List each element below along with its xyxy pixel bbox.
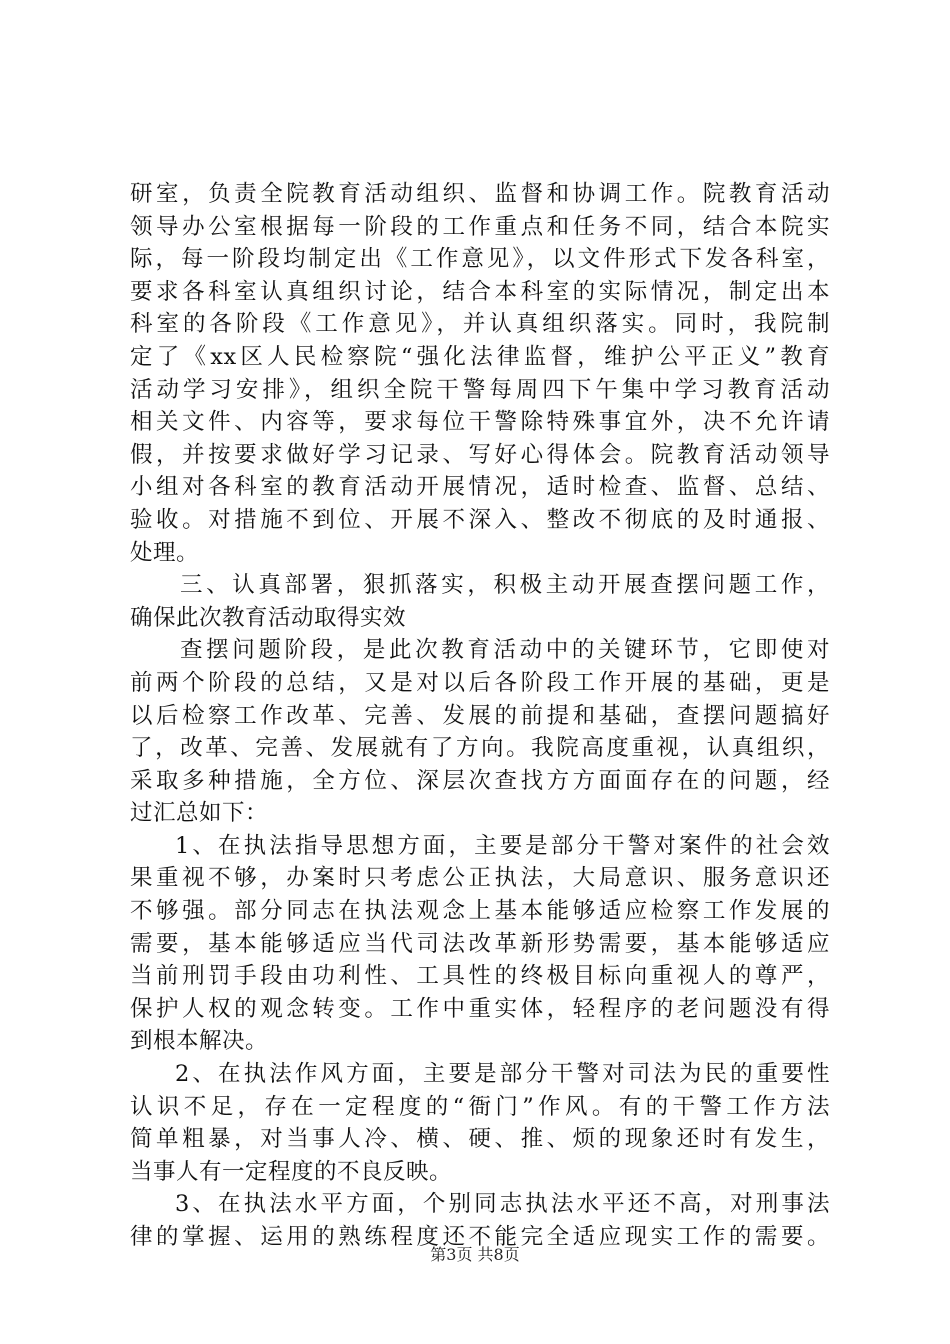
text-line: 要求各科室认真组织讨论，结合本科室的实际情况，制定出本 (130, 278, 830, 305)
text-line: 果重视不够，办案时只考虑公正执法，大局意识、服务意识还 (130, 865, 830, 892)
text-line: 当事人有一定程度的不良反映。 (130, 1158, 453, 1185)
text-line: 定了《xx区人民检察院“强化法律监督，维护公平正义”教育 (130, 343, 830, 370)
text-line: 假，并按要求做好学习记录、写好心得体会。院教育活动领导 (130, 441, 830, 468)
text-line: 3、在执法水平方面，个别同志执法水平还不高，对刑事法 (175, 1191, 830, 1218)
text-line: 科室的各阶段《工作意见》，并认真组织落实。同时，我院制 (130, 311, 830, 338)
body-text (130, 178, 830, 1254)
text-line: 了，改革、完善、发展就有了方向。我院高度重视，认真组织， (130, 735, 830, 762)
text-line: 活动学习安排》，组织全院干警每周四下午集中学习教育活动 (130, 376, 830, 403)
text-line: 处理。 (130, 539, 200, 566)
text-line: 相关文件、内容等，要求每位干警除特殊事宜外，决不允许请 (130, 409, 830, 436)
text-line: 当前刑罚手段由功利性、工具性的终极目标向重视人的尊严， (130, 963, 830, 990)
text-line: 以后检察工作改革、完善、发展的前提和基础，查摆问题搞好 (130, 702, 830, 729)
text-line: 研室，负责全院教育活动组织、监督和协调工作。院教育活动 (130, 181, 830, 207)
text-line: 1、在执法指导思想方面，主要是部分干警对案件的社会效 (175, 832, 830, 859)
text-line: 前两个阶段的总结，又是对以后各阶段工作开展的基础，更是 (130, 669, 830, 696)
text-line: 简单粗暴，对当事人冷、横、硬、推、烦的现象还时有发生， (130, 1126, 830, 1153)
text-line: 际，每一阶段均制定出《工作意见》，以文件形式下发各科室， (130, 246, 830, 273)
text-line: 采取多种措施，全方位、深层次查找方方面面存在的问题，经 (130, 767, 830, 794)
section-heading-line: 三、认真部署，狠抓落实，积极主动开展查摆问题工作， (180, 572, 830, 599)
text-line: 查摆问题阶段，是此次教育活动中的关键环节，它即使对 (180, 637, 830, 664)
text-line: 认识不足，存在一定程度的“衙门”作风。有的干警工作方法 (130, 1093, 830, 1120)
text-line: 领导办公室根据每一阶段的工作重点和任务不同，结合本院实 (130, 213, 830, 240)
text-line: 保护人权的观念转变。工作中重实体，轻程序的老问题没有得 (130, 995, 830, 1022)
text-line: 不够强。部分同志在执法观念上基本能够适应检察工作发展的 (130, 898, 830, 925)
section-heading-line: 确保此次教育活动取得实效 (130, 604, 407, 631)
text-line: 2、在执法作风方面，主要是部分干警对司法为民的重要性 (175, 1061, 830, 1088)
text-line: 律的掌握、运用的熟练程度还不能完全适应现实工作的需要。 (130, 1224, 830, 1250)
text-line: 小组对各科室的教育活动开展情况，适时检查、监督、总结、 (130, 474, 830, 501)
page-number: 第3页 共8页 (430, 1245, 520, 1264)
text-line: 过汇总如下： (130, 800, 269, 827)
text-line: 验收。对措施不到位、开展不深入、整改不彻底的及时通报、 (130, 506, 830, 533)
text-line: 到根本解决。 (130, 1028, 269, 1055)
text-line: 需要，基本能够适应当代司法改革新形势需要，基本能够适应 (130, 930, 830, 957)
